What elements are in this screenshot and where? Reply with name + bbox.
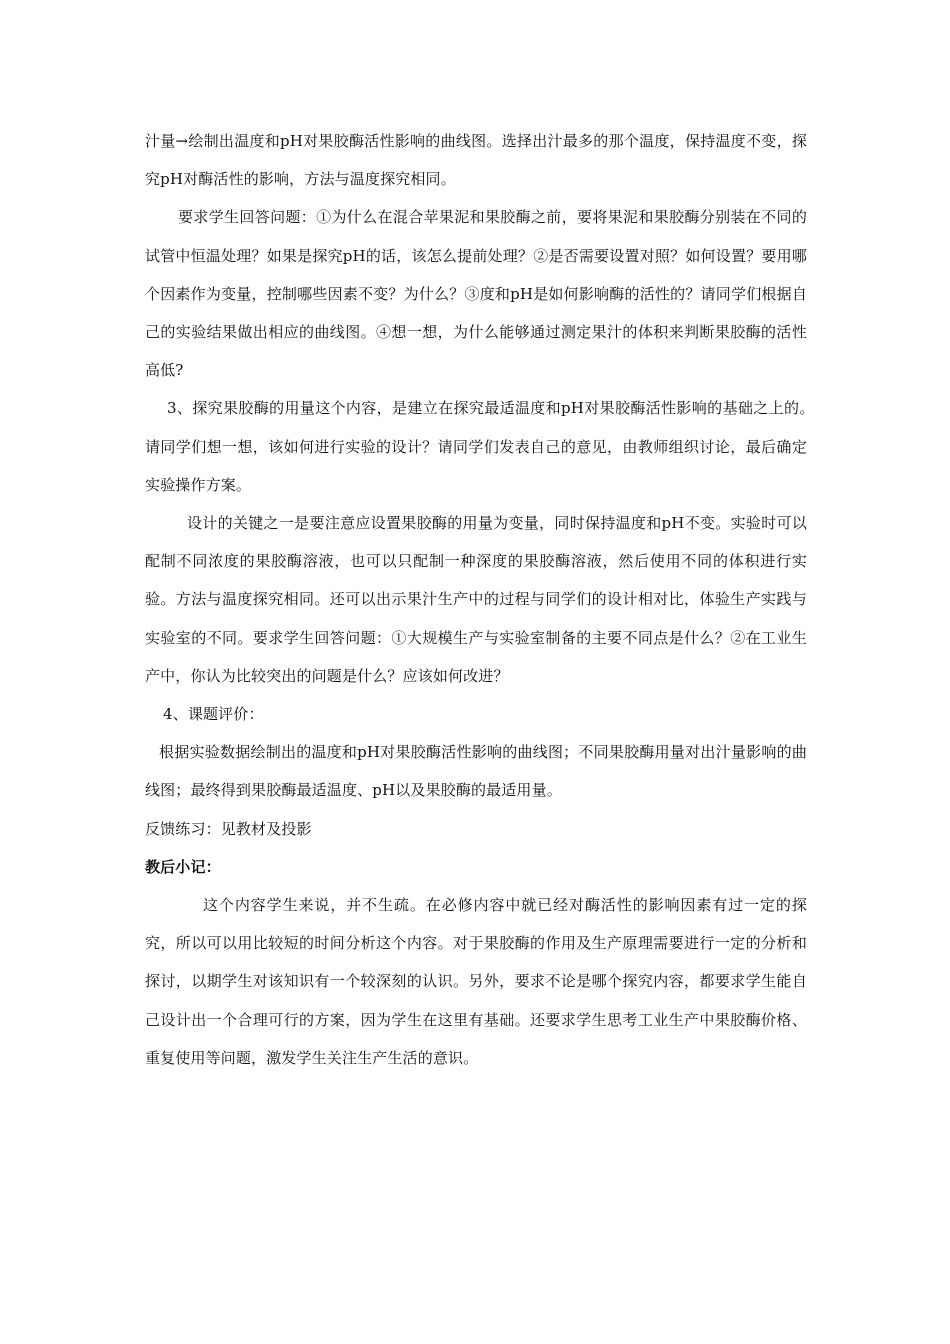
heading-teaching-notes: 教后小记： xyxy=(145,857,221,876)
paragraph-evaluation-heading: 4、课题评价： xyxy=(163,705,264,724)
paragraph-evaluation-body: 根据实验数据绘制出的温度和pH对果胶酶活性影响的曲线图；不同果胶酶用量对出汁量影响的曲线图；最终得到果胶酶最适温度、pH以及果胶酶的最适用量。 xyxy=(145,743,807,800)
paragraph-enzyme-dosage: 3、探究果胶酶的用量这个内容，是建立在探究最适温度和pH对果胶酶活性影响的基础之上的。 请同学们想一想，该如何进行实验的设计？请同学们发表自己的意见，由教师组织讨论，最后确定实验操作方案。 xyxy=(145,399,823,494)
paragraph-teaching-notes: 这个内容学生来说，并不生疏。在必修内容中就已经对酶活性的影响因素有过一定的探究，所以可以用比较短的时间分析这个内容。对于果胶酶的作用及生产原理需要进行一定的分析和探讨，以期学生对该知识有一个较深刻的认识。另外，要求不论是哪个探究内容，都要求学生能自己设计出一个合理可行的方案，因为学生在这里有基础。还要求学生思考工业生产中果胶酶价格、重复使用等问题，激发学生关注生产生活的意识。 xyxy=(145,896,807,1067)
paragraph-design-key: 设计的关键之一是要注意应设置果胶酶的用量为变量，同时保持温度和pH不变。实验时可以配制不同浓度的果胶酶溶液，也可以只配制一种深度的果胶酶溶液，然后使用不同的体积进行实验。方法与温度探究相同。还可以出示果汁生产中的过程与同学们的设计相对比，体验生产实践与实验室的不同。要求学生回答问题：①大规模生产与实验室制备的主要不同点是什么？②在工业生产中，你认为比较突出的问题是什么？应该如何改进？ xyxy=(145,514,807,685)
paragraph-student-questions: 要求学生回答问题：①为什么在混合苹果泥和果胶酶之前，要将果泥和果胶酶分别装在不同的试管中恒温处理？如果是探究pH的话，该怎么提前处理？②是否需要设置对照？如何设置？要用哪个因素作为变量，控制哪些因素不变？为什么？③度和pH是如何影响酶的活性的？请同学们根据自己的实验结果做出相应的曲线图。④想一想，为什么能够通过测定果汁的体积来判断果胶酶的活性高低? xyxy=(145,208,807,380)
paragraph-juice-volume-curve: 汁量→绘制出温度和pH对果胶酶活性影响的曲线图。选择出汁最多的那个温度，保持温度不变，探究pH对酶活性的影响，方法与温度探究相同。 xyxy=(145,132,807,189)
document-body xyxy=(145,122,823,1077)
paragraph-feedback-practice: 反馈练习：见教材及投影 xyxy=(145,819,312,838)
